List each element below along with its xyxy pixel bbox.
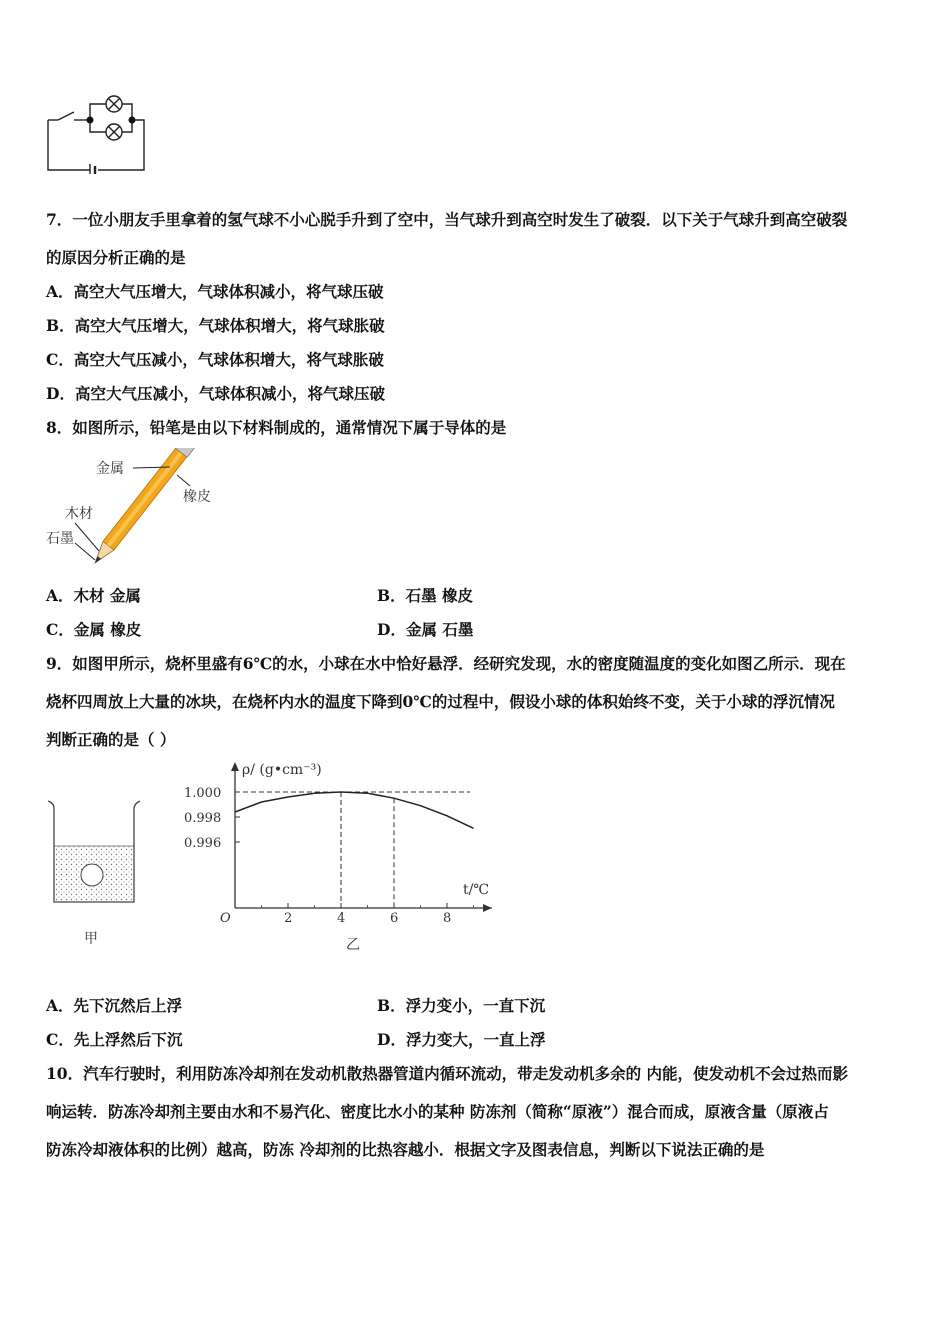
beaker-figure xyxy=(45,798,145,913)
density-curve xyxy=(235,792,474,828)
q10-stem-line2: 响运转．防冻冷却剂主要由水和不易汽化、密度比水小的某种 防冻剂（简称“原液”）混合而成，原液含量（原液占 xyxy=(46,1102,829,1121)
q8-option-d: D．金属 石墨 xyxy=(377,620,474,639)
q7-option-d: D．高空大气压减小，气球体积减小，将气球压破 xyxy=(46,384,385,403)
fig-jia-label: 甲 xyxy=(84,931,98,947)
density-chart xyxy=(180,758,500,933)
q7-stem-line1: 7．一位小朋友手里拿着的氢气球不小心脱手升到了空中，当气球升到高空时发生了破裂．以下关于气球升到高空破裂 xyxy=(46,210,848,229)
x-tick-label: 8 xyxy=(443,911,452,926)
q8-option-a: A．木材 金属 xyxy=(46,586,141,605)
q9-option-b: B．浮力变小，一直下沉 xyxy=(377,996,546,1015)
q9-option-c: C．先上浮然后下沉 xyxy=(46,1030,183,1049)
x-tick-label: 4 xyxy=(337,911,346,926)
x-tick-label: 2 xyxy=(284,911,293,926)
x-axis-label: t/℃ xyxy=(463,882,490,898)
fig-yi-label: 乙 xyxy=(346,937,360,953)
circuit-diagram xyxy=(40,92,155,174)
q9-stem-line1: 9．如图甲所示，烧杯里盛有6℃的水，小球在水中恰好悬浮．经研究发现，水的密度随温度的变化如图乙所示．现在 xyxy=(46,654,846,673)
label-graphite: 石墨 xyxy=(46,531,74,547)
label-rubber: 橡皮 xyxy=(183,489,211,505)
q9-option-d: D．浮力变大，一直上浮 xyxy=(377,1030,546,1049)
y-tick-label: 1.000 xyxy=(184,786,222,801)
x-axis-arrow xyxy=(483,904,492,912)
q8-stem: 8．如图所示，铅笔是由以下材料制成的，通常情况下属于导体的是 xyxy=(46,418,507,437)
q9-option-a: A．先下沉然后上浮 xyxy=(46,996,183,1015)
q10-stem-line3: 防冻冷却液体积的比例）越高，防冻 冷却剂的比热容越小．根据文字及图表信息，判断以下说法正确的是 xyxy=(46,1140,765,1159)
q7-stem-line2: 的原因分析正确的是 xyxy=(46,248,186,267)
origin-label: O xyxy=(220,911,231,926)
y-tick-label: 0.996 xyxy=(184,836,222,851)
q7-option-c: C．高空大气压减小，气球体积增大，将气球胀破 xyxy=(46,350,384,369)
q7-option-a: A．高空大气压增大，气球体积减小，将气球压破 xyxy=(46,282,384,301)
q7-option-b: B．高空大气压增大，气球体积增大，将气球胀破 xyxy=(46,316,385,335)
label-wood: 木材 xyxy=(65,506,93,522)
q8-option-c: C．金属 橡皮 xyxy=(46,620,142,639)
x-tick-label: 6 xyxy=(390,911,399,926)
label-metal: 金属 xyxy=(96,461,124,477)
y-axis-label: ρ/ (g•cm⁻³) xyxy=(242,762,322,778)
y-tick-label: 0.998 xyxy=(184,811,222,826)
q9-stem-line3: 判断正确的是（ ） xyxy=(46,730,176,749)
q10-stem-line1: 10．汽车行驶时，利用防冻冷却剂在发动机散热器管道内循环流动，带走发动机多余的 内能，使发动机不会过热而影 xyxy=(46,1064,848,1083)
y-axis-arrow xyxy=(231,762,239,771)
q8-option-b: B．石墨 橡皮 xyxy=(377,586,473,605)
q9-stem-line2: 烧杯四周放上大量的冰块，在烧杯内水的温度下降到0℃的过程中，假设小球的体积始终不变，关于小球的浮沉情况 xyxy=(46,692,835,711)
